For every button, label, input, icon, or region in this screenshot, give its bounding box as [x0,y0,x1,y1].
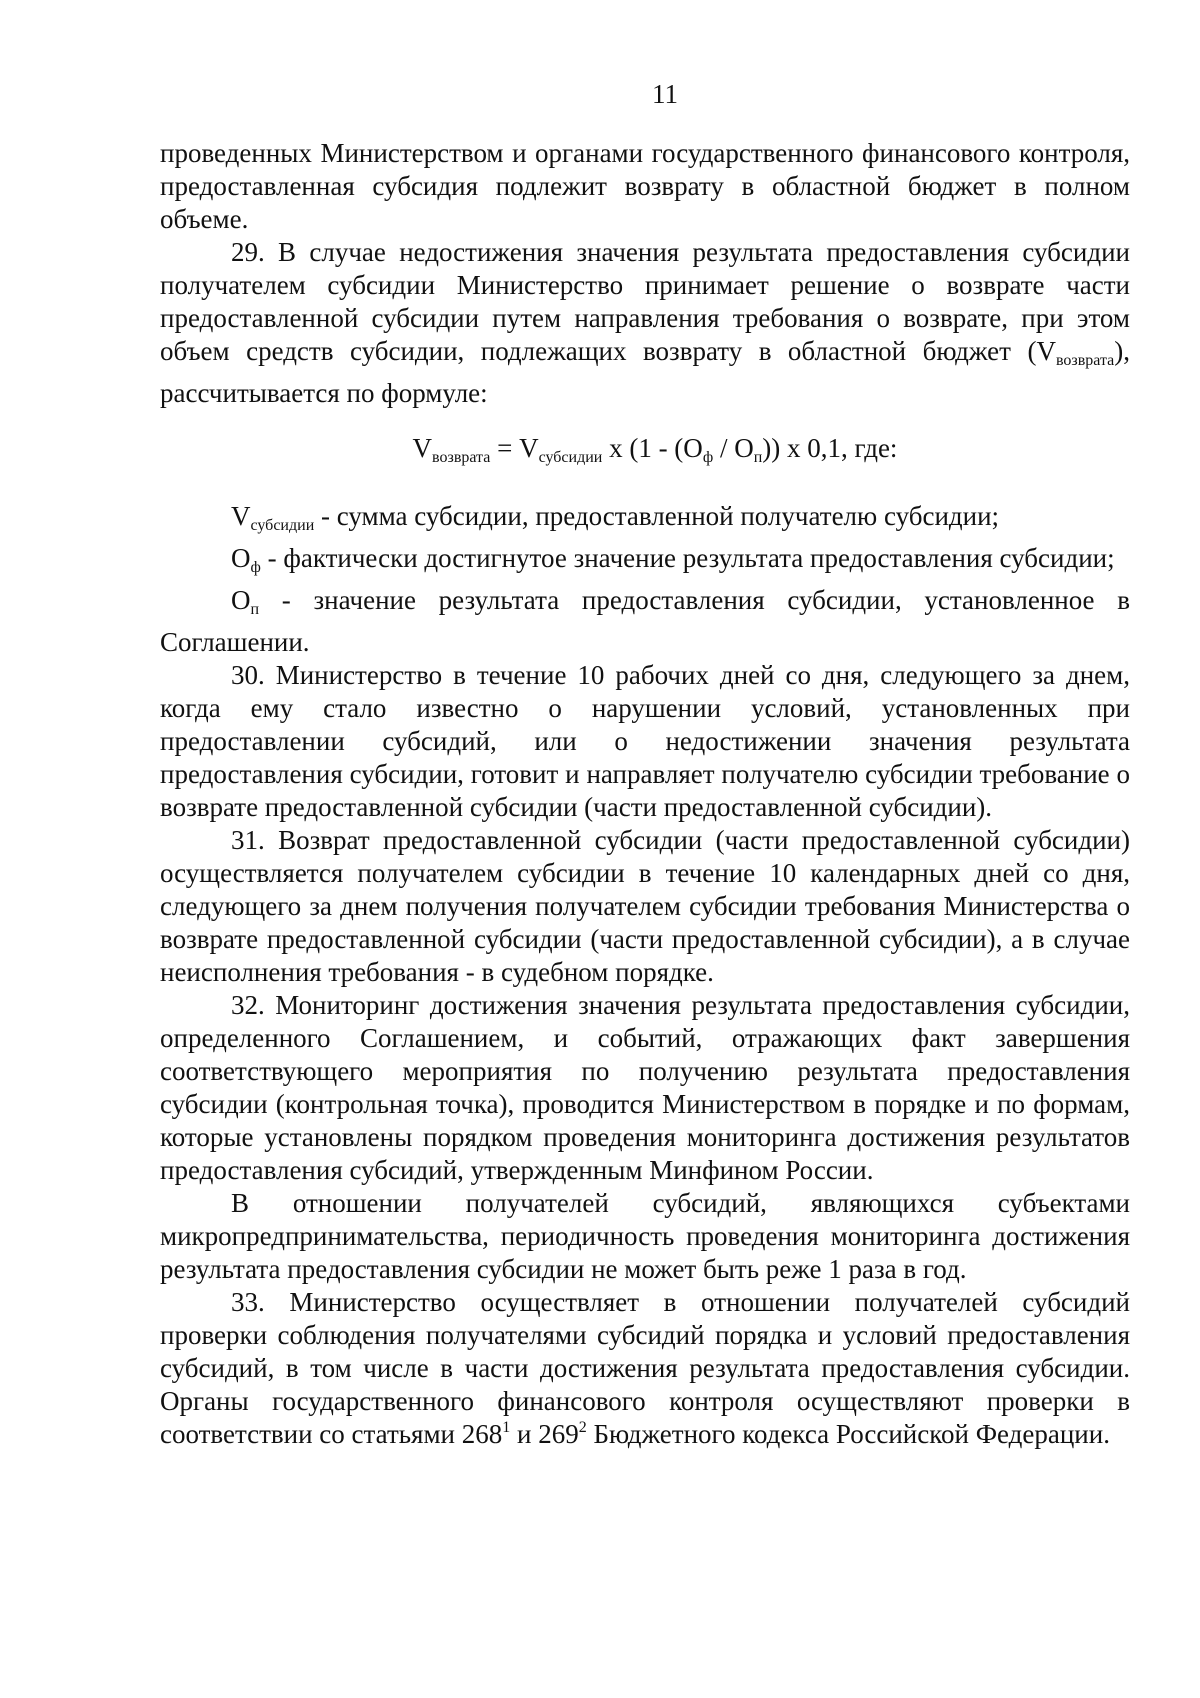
definition-o-f [160,542,1130,584]
formula-sub-f: ф [702,449,714,466]
def1-text: - сумма субсидии, предоставленной получателю субсидии; [314,501,1000,531]
paragraph-33-mid: и 269 [510,1419,579,1449]
formula-v: V [412,433,433,463]
def3-symbol: О [231,585,251,615]
paragraph-29-text: 29. В случае недостижения значения результата предоставления субсидии получателем субсидии Министерство принимает решение о возврате части предоставленной субсидии путем направления требования о возврате, при этом объем средств субсидии, подлежащих возврату в областной бюджет (V [160,237,1130,366]
definition-o-p [160,584,1130,659]
formula-slash: / О [713,433,754,463]
paragraph-29-sub: возврата [1055,352,1115,369]
document-page [160,78,1130,1451]
paragraph-29-tail: ), рассчитывается по формуле: [160,336,1130,408]
paragraph-33 [160,1286,1130,1451]
paragraph-31: 31. Возврат предоставленной субсидии (части предоставленной субсидии) осуществляется получателем субсидии в течение 10 календарных дней со дня, следующего за днем получения получателем субсидии требования Министерства о возврате предоставленной субсидии (части предоставленной субсидии), а в случае неисполнения требования - в судебном порядке. [160,825,1130,987]
intro-paragraph: проведенных Министерством и органами государственного финансового контроля, предоставленная субсидия подлежит возврату в областной бюджет в полном объеме. [160,138,1130,234]
formula-sub-p: п [753,449,763,466]
def2-sub: ф [250,559,261,576]
def1-symbol: V [231,501,251,531]
paragraph-29 [160,236,1130,410]
def2-symbol: О [231,543,251,573]
formula-equals: = V [490,433,539,463]
formula-end: )) x 0,1, где: [762,433,898,463]
article-268-sup: 1 [502,1419,511,1436]
paragraph-30: 30. Министерство в течение 10 рабочих дней со дня, следующего за днем, когда ему стало известно о нарушении условий, установленных при предоставлении субсидий, или о недостижении значения результата предоставления субсидии, готовит и направляет получателю субсидии требование о возврате предоставленной субсидии (части предоставленной субсидии). [160,660,1130,822]
paragraph-32: 32. Мониторинг достижения значения результата предоставления субсидии, определенного Соглашением, и событий, отражающих факт завершения соответствующего мероприятия по получению результата предоставления субсидии (контрольная точка), проводится Министерством в порядке и по формам, которые установлены порядком проведения мониторинга достижения результатов предоставления субсидий, утвержденным Минфином России. [160,990,1130,1185]
def1-sub: субсидии [250,517,315,534]
def3-sub: п [250,601,260,618]
return-formula [160,432,1130,474]
paragraph-33-end: Бюджетного кодекса Российской Федерации. [586,1419,1110,1449]
formula-middle: x (1 - (О [602,433,703,463]
formula-sub-return: возврата [432,449,491,466]
article-269-sup: 2 [578,1419,587,1436]
formula-sub-subsidy: субсидии [538,449,603,466]
paragraph-33-text: 33. Министерство осуществляет в отношении получателей субсидий проверки соблюдения получателями субсидий порядка и условий предоставления субсидий, в том числе в части достижения результата предоставления субсидии. Органы государственного финансового контроля осуществляют проверки в соответствии со статьями 268 [160,1287,1130,1449]
definition-v-subsidy [160,500,1130,542]
paragraph-32-continued: В отношении получателей субсидий, являющихся субъектами микропредпринимательства, периодичность проведения мониторинга достижения результата предоставления субсидии не может быть реже 1 раза в год. [160,1188,1130,1284]
def3-text: - значение результата предоставления субсидии, установленное в Соглашении. [160,585,1130,657]
page-number: 11 [652,79,678,109]
def2-text: - фактически достигнутое значение результата предоставления субсидии; [260,543,1115,573]
